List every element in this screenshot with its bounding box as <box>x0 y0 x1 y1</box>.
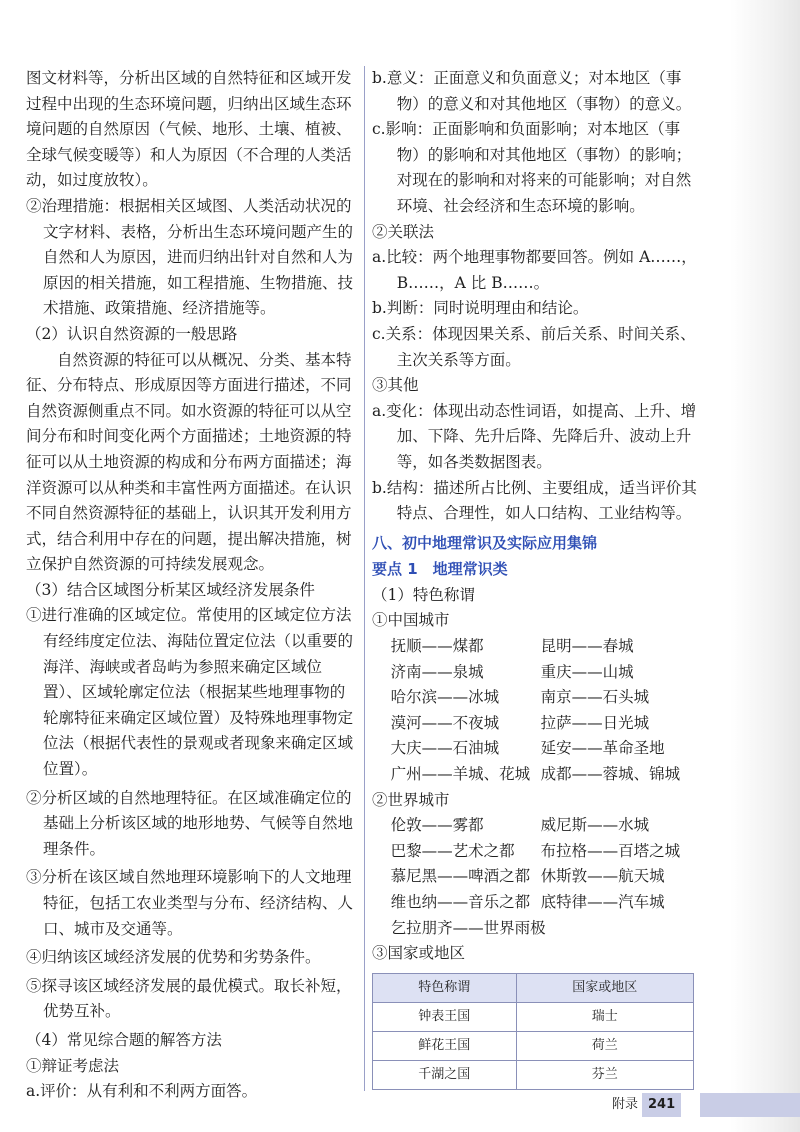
table-cell: 瑞士 <box>516 1002 693 1031</box>
table-row <box>373 1002 694 1031</box>
answer-methods <box>372 66 702 527</box>
page-edge-shadow <box>730 0 800 1132</box>
page-number: 241 <box>642 1093 681 1117</box>
table-cell: 芬兰 <box>516 1060 693 1089</box>
paragraph: ③分析在该区域自然地理环境影响下的人文地理特征，包括工农业类型与分布、经济结构、人口、城市及交通等。 <box>26 868 354 938</box>
nickname-row <box>372 711 702 737</box>
paragraph: ④归纳该区域经济发展的优势和劣势条件。 <box>26 948 321 967</box>
nickname-row <box>372 634 702 660</box>
nickname-row <box>372 660 702 686</box>
nickname-row <box>372 839 702 865</box>
table-cell: 钟表王国 <box>373 1002 517 1031</box>
world-cities-list <box>372 813 702 941</box>
point-title: 要点 1 地理常识类 <box>372 560 508 579</box>
nickname-table <box>372 973 694 1090</box>
paragraph: a.变化：体现出动态性词语，如提高、上升、增加、下降、先升后降、先降后升、波动上升等，如各类数据图表。 <box>372 401 697 471</box>
nickname-row <box>372 736 702 762</box>
paragraph: ③其他 <box>372 376 419 395</box>
city-nickname: 成都——蓉城、锦城 <box>540 765 681 784</box>
nickname-row <box>372 813 702 839</box>
paragraph: 自然资源的特征可以从概况、分类、基本特征、分布特点、形成原因等方面进行描述，不同自然资源侧重点不同。如水资源的特征可以从空间分布和时间变化两个方面描述；土地资源的特征可以从土地资源的构成和分布两方面描述；海洋资源可以从种类和丰富性两方面描述。在认识不同自然资源特征的基础上，认识其开发利用方式，结合利用中存在的问题，提出解决措施，树立保护自然资源的可持续发展观念。 <box>26 350 352 574</box>
city-nickname: 广州——羊城、花城 <box>390 765 531 784</box>
paragraph: ①辩证考虑法 <box>26 1056 120 1075</box>
paragraph: ②分析区域的自然地理特征。在区域准确定位的基础上分析该区域的地形地势、气候等自然地理条件。 <box>26 788 354 858</box>
country-title: ③国家或地区 <box>372 944 466 963</box>
city-nickname: 大庆——石油城 <box>390 739 500 758</box>
city-nickname: 拉萨——日光城 <box>540 713 650 732</box>
column-divider <box>364 66 365 1091</box>
table-row <box>373 1031 694 1060</box>
paragraph: c.关系：体现因果关系、前后关系、时间关系、主次关系等方面。 <box>372 324 696 369</box>
paragraph: ②治理措施：根据相关区域图、人类活动状况的文字材料、表格，分析出生态环境问题产生的自然和人为原因，进而归纳出针对自然和人为原因的相关措施，如工程措施、生物措施、技术措施、政策措施、经济措施等。 <box>26 196 354 318</box>
nickname-row <box>372 685 702 711</box>
subheading-nicknames: （1）特色称谓 <box>372 585 475 604</box>
table-cell: 荷兰 <box>516 1031 693 1060</box>
china-cities-list <box>372 634 702 788</box>
paragraph: （4）常见综合题的解答方法 <box>26 1030 222 1049</box>
city-nickname: 慕尼黑——啤酒之都 <box>390 867 531 886</box>
page-tab <box>700 1093 800 1117</box>
paragraph: 图文材料等，分析出区域的自然特征和区域开发过程中出现的生态环境问题，归纳出区域生态环境问题的自然原因（气候、地形、土壤、植被、全球气候变暖等）和人为原因（不合理的人类活动，如过度放牧）。 <box>26 69 352 190</box>
city-nickname: 延安——革命圣地 <box>540 739 665 758</box>
paragraph: b.判断：同时说明理由和结论。 <box>372 299 589 318</box>
paragraph: a.评价：从有利和不利两方面答。 <box>26 1082 258 1101</box>
world-cities-title: ②世界城市 <box>372 790 450 809</box>
city-nickname: 南京——石头城 <box>540 688 650 707</box>
right-column <box>372 66 702 1090</box>
city-nickname: 济南——泉城 <box>390 662 484 681</box>
paragraph: ①进行准确的区域定位。常使用的区域定位方法有经纬度定位法、海陆位置定位法（以重要的海洋、海峡或者岛屿为参照来确定区域位置）、区域轮廓定位法（根据某些地理事物的轮廓特征来确定区域位置）及特殊地理事物定位法（根据代表性的景观或者现象来确定区域位置）。 <box>26 606 354 779</box>
paragraph: b.结构：描述所占比例、主要组成，适当评价其特点、合理性，如人口结构、工业结构等。 <box>372 478 697 523</box>
footer-label: 附录 <box>612 1097 639 1112</box>
nickname-row <box>372 890 702 916</box>
city-nickname: 维也纳——音乐之都 <box>390 893 531 911</box>
table-cell: 千湖之国 <box>373 1060 517 1089</box>
city-nickname: 抚顺——煤都 <box>390 637 484 656</box>
page-footer <box>612 1093 681 1117</box>
city-nickname: 漠河——不夜城 <box>390 713 500 732</box>
city-nickname: 威尼斯——水城 <box>540 816 650 835</box>
nickname-row <box>372 762 702 788</box>
table-header: 国家或地区 <box>516 973 693 1002</box>
city-nickname: 哈尔滨——冰城 <box>390 688 500 707</box>
table-row <box>373 1060 694 1089</box>
city-nickname: 乞拉朋齐——世界雨极 <box>390 918 546 937</box>
city-nickname: 巴黎——艺术之都 <box>390 841 515 860</box>
paragraph: a.比较：两个地理事物都要回答。例如 A……，B……，A 比 B……。 <box>372 248 697 292</box>
table-header: 特色称谓 <box>373 973 517 1002</box>
section-title: 八、初中地理常识及实际应用集锦 <box>372 533 598 552</box>
paragraph: b.意义：正面意义和负面意义；对本地区（事物）的意义和对其他地区（事物）的意义。 <box>372 69 692 113</box>
paragraph: ②关联法 <box>372 222 435 241</box>
nickname-row <box>372 864 702 890</box>
paragraph: ⑤探寻该区域经济发展的最优模式。取长补短，优势互补。 <box>26 976 352 1021</box>
left-column <box>26 66 360 1105</box>
city-nickname: 昆明——春城 <box>540 637 634 656</box>
china-cities-title: ①中国城市 <box>372 611 450 630</box>
city-nickname: 底特律——汽车城 <box>540 893 665 911</box>
city-nickname: 布拉格——百塔之城 <box>540 841 681 860</box>
paragraph: c.影响：正面影响和负面影响；对本地区（事物）的影响和对其他地区（事物）的影响；对现在的影响和对将来的可能影响；对自然环境、社会经济和生态环境的影响。 <box>372 120 692 215</box>
city-nickname: 重庆——山城 <box>540 662 634 681</box>
table-cell: 鲜花王国 <box>373 1031 517 1060</box>
paragraph: （2）认识自然资源的一般思路 <box>26 324 238 343</box>
paragraph: （3）结合区域图分析某区域经济发展条件 <box>26 580 315 599</box>
nickname-row <box>372 916 702 942</box>
city-nickname: 伦敦——雾都 <box>390 816 484 835</box>
city-nickname: 休斯敦——航天城 <box>540 867 665 886</box>
